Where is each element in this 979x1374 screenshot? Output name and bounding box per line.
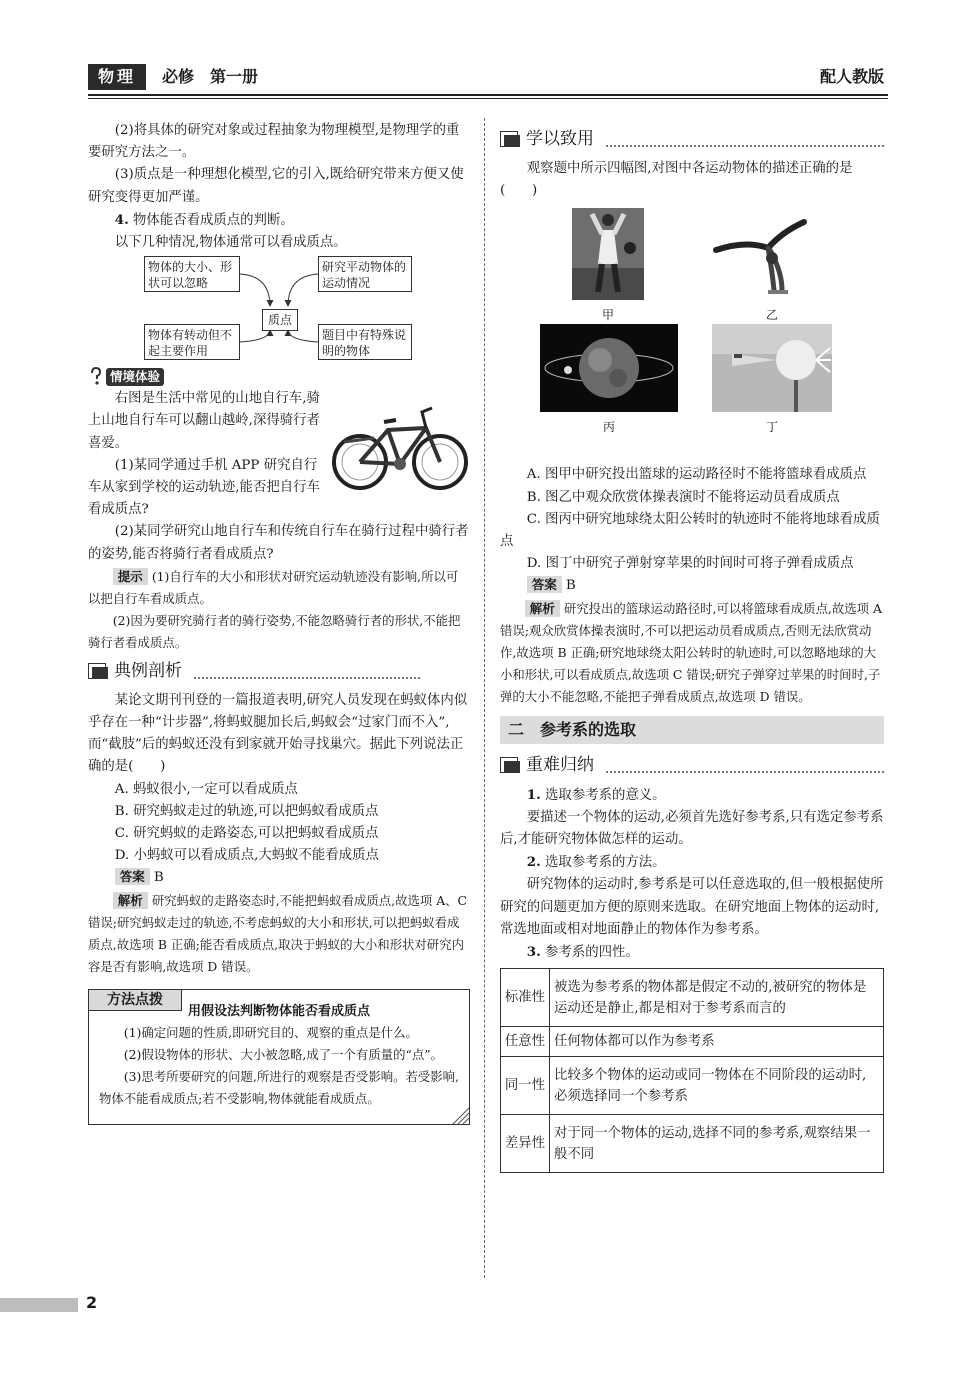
para: (3)质点是一种理想化模型,它的引入,既给研究带来方便又使研究变得更加严谨。 (88, 167, 464, 205)
subheading (88, 209, 470, 232)
edition-label: 配人教版 (819, 67, 884, 86)
option: D. 图丁中研究子弹射穿苹果的时间时可将子弹看成质点 (526, 556, 854, 572)
figure-label-ding: 丁 (765, 420, 778, 435)
method-frame (88, 989, 470, 1125)
option: C. 研究蚂蚁的走路姿态,可以把蚂蚁看成质点 (114, 826, 379, 842)
table-value: 被选为参考系的物体都是假定不动的,被研究的物体是运动还是静止,都是相对于参考系而言的 (550, 969, 884, 1027)
option: A. 图甲中研究投出篮球的运动路径时不能将篮球看成质点 (526, 467, 867, 483)
answer-tag: 答案 (527, 576, 562, 593)
section-banner-title: 参考系的选取 (540, 719, 637, 739)
table-row (501, 1027, 884, 1057)
option: A. 蚂蚁很小,一定可以看成质点 (114, 781, 298, 797)
table-key: 同一性 (501, 1057, 550, 1115)
diagram-box-size-ignorable: 物体的大小、形状可以忽略 (144, 256, 240, 292)
question-bulb-icon (88, 366, 104, 386)
analysis-text: 研究蚂蚁的走路姿态时,不能把蚂蚁看成质点,故选项 A、C 错误;研究蚂蚁走过的轨迹,不考虑蚂蚁的大小和形状,可以把蚂蚁看成质点,故选项 B 正确;能否看成质点,取决于蚂蚁的大小和形状对研究内容是否有影响,故选项 D 错误。 (88, 892, 468, 974)
method-item: (2)假设物体的形状、大小被忽略,成了一个有质量的“点”。 (123, 1046, 443, 1062)
subheading-num: 1. (526, 786, 541, 803)
section-title: 典例剖析 (114, 660, 182, 681)
basketball-photo (572, 208, 644, 300)
bullet-apple-photo (712, 324, 832, 412)
table-value: 比较多个物体的运动或同一物体在不同阶段的运动时,必须选择同一个参考系 (550, 1057, 884, 1115)
question-text: 观察题中所示四幅图,对图中各运动物体的描述正确的是( ) (500, 161, 853, 199)
bicycle-icon (330, 390, 470, 498)
reference-frame-properties-table (500, 968, 884, 1173)
option: C. 图丙中研究地球绕太阳公转时的轨迹时不能将地球看成质点 (500, 511, 880, 550)
method-box (88, 989, 470, 1125)
column-divider (484, 118, 485, 1278)
hint-para: (2)因为要研究骑行者的骑行姿势,不能忽略骑行者的形状,不能把骑行者看成质点。 (88, 612, 461, 650)
diagram-box-particle: 质点 (262, 309, 298, 331)
answer-tag: 答案 (115, 868, 150, 885)
section-banner (500, 716, 884, 744)
section-title: 学以致用 (526, 129, 594, 149)
para: 以下几种情况,物体通常可以看成质点。 (114, 235, 347, 251)
hint-para (88, 566, 470, 610)
subheading-num: 4. (114, 211, 129, 228)
section-number: 二 (508, 719, 525, 739)
section-title: 重难归纳 (526, 754, 594, 775)
para: (2)某同学研究山地自行车和传统自行车在骑行过程中骑行者的姿势,能否将骑行者看成质点? (88, 524, 469, 562)
earth-orbit-photo (540, 324, 678, 412)
section-box-icon-shadow (92, 667, 108, 679)
answer-line (500, 575, 884, 597)
section-heading-apply (500, 126, 884, 152)
scene-heading (88, 366, 470, 388)
table-key: 标准性 (501, 969, 550, 1027)
hint-tag: 提示 (113, 568, 148, 585)
subheading (500, 784, 884, 807)
subheading-text: 选取参考系的方法。 (545, 855, 666, 871)
section-heading-example (88, 658, 470, 684)
table-value: 任何物体都可以作为参考系 (550, 1027, 884, 1057)
subheading-num: 2. (526, 854, 541, 871)
diagram-box-rotation: 物体有转动但不起主要作用 (144, 324, 240, 360)
header-rule (88, 94, 888, 96)
subheading-text: 选取参考系的意义。 (545, 787, 666, 803)
particle-conditions-diagram (88, 254, 470, 362)
method-title: 用假设法判断物体能否看成质点 (187, 1003, 370, 1019)
question-text: 某论文期刊刊登的一篇报道表明,研究人员发现在蚂蚁体内似乎存在一种“计步器”,将蚂蚁腿加长后,蚂蚁会“过家门而不入”,而“截肢”后的蚂蚁还没有到家就开始寻找巢穴。据此下列说法正确的是( ) (88, 692, 468, 775)
corner-hatch-icon (449, 1104, 469, 1124)
dotted-rule (606, 771, 884, 776)
dotted-rule (606, 145, 884, 150)
scene-block (88, 388, 470, 521)
para: (2)将具体的研究对象或过程抽象为物理模型,是物理学的重要研究方法之一。 (88, 123, 460, 161)
figure-label-jia: 甲 (601, 308, 614, 323)
analysis-tag: 解析 (113, 892, 148, 909)
hint-text: (1)自行车的大小和形状对研究运动轨迹没有影响,所以可以把自行车看成质点。 (88, 568, 459, 606)
diagram-box-translation: 研究平动物体的运动情况 (318, 256, 412, 292)
section-box-icon-shadow (504, 761, 520, 773)
subheading (500, 851, 884, 874)
subject-label: 物理 (88, 64, 146, 90)
diagram-box-special-note: 题目中有特殊说明的物体 (318, 324, 412, 360)
footer-bar (0, 1298, 78, 1312)
analysis-para (500, 598, 884, 708)
analysis-text: 研究投出的篮球运动路径时,可以将篮球看成质点,故选项 A 错误;观众欣赏体操表演时,不可以把运动员看成质点,否则无法欣赏动作,故选项 B 正确;研究地球绕太阳公转时的轨迹时,可以忽略地球的大小和形状,可以看成质点,故选项 C 错误;研究子弹穿过苹果的时间时,子弹的大小不能忽略,不能把子弹看成质点,故选项 D 错误。 (500, 600, 882, 704)
section-heading-key (500, 752, 884, 778)
subheading-text: 物体能否看成质点的判断。 (133, 212, 294, 228)
table-row (501, 969, 884, 1027)
para: 右图是生活中常见的山地自行车,骑上山地自行车可以翻山越岭,深得骑行者喜爱。 (88, 391, 320, 451)
table-key: 任意性 (501, 1027, 550, 1057)
subheading (500, 941, 884, 964)
figure-grid (500, 202, 884, 464)
header-rule-thin (88, 98, 888, 99)
figure-label-bing: 丙 (602, 420, 615, 435)
para: 研究物体的运动时,参考系是可以任意选取的,但一般根据使所研究的问题更加方便的原则来选取。在研究地面上物体的运动时,常选地面或相对地面静止的物体作为参考系。 (500, 877, 884, 937)
subheading-text: 参考系的四性。 (545, 945, 639, 961)
left-column (88, 120, 470, 1125)
para: 要描述一个物体的运动,必须首先选好参考系,只有选定参考系后,才能研究物体做怎样的运动。 (500, 809, 884, 848)
analysis-tag: 解析 (525, 600, 560, 617)
dotted-rule (194, 677, 420, 682)
gymnast-photo (712, 214, 832, 294)
method-item: (3)思考所要研究的问题,所进行的观察是否受影响。若受影响,物体不能看成质点;若不受影响,物体就能看成质点。 (99, 1068, 459, 1106)
figure-label-yi: 乙 (765, 308, 778, 323)
table-key: 差异性 (501, 1115, 550, 1173)
analysis-para (88, 890, 470, 978)
answer-value: B (153, 870, 164, 886)
method-tag: 方法点拨 (88, 989, 182, 1011)
para: (1)某同学通过手机 APP 研究自行车从家到学校的运动轨迹,能否把自行车看成质点? (88, 457, 320, 518)
answer-value: B (565, 578, 576, 594)
answer-line (88, 867, 470, 889)
option: B. 图乙中观众欣赏体操表演时不能将运动员看成质点 (526, 489, 840, 505)
option: B. 研究蚂蚁走过的轨迹,可以把蚂蚁看成质点 (114, 803, 379, 819)
page-header (88, 60, 888, 100)
table-row (501, 1057, 884, 1115)
table-row (501, 1115, 884, 1173)
option: D. 小蚂蚁可以看成质点,大蚂蚁不能看成质点 (114, 848, 379, 864)
scene-title: 情境体验 (106, 368, 164, 386)
method-item: (1)确定问题的性质,即研究目的、观察的重点是什么。 (123, 1024, 418, 1040)
section-box-icon-shadow (504, 135, 520, 147)
page-number: 2 (86, 1293, 98, 1312)
table-value: 对于同一个物体的运动,选择不同的参考系,观察结果一般不同 (550, 1115, 884, 1173)
right-column (500, 126, 884, 1173)
subheading-num: 3. (526, 944, 541, 961)
book-title: 必修 第一册 (162, 67, 259, 86)
